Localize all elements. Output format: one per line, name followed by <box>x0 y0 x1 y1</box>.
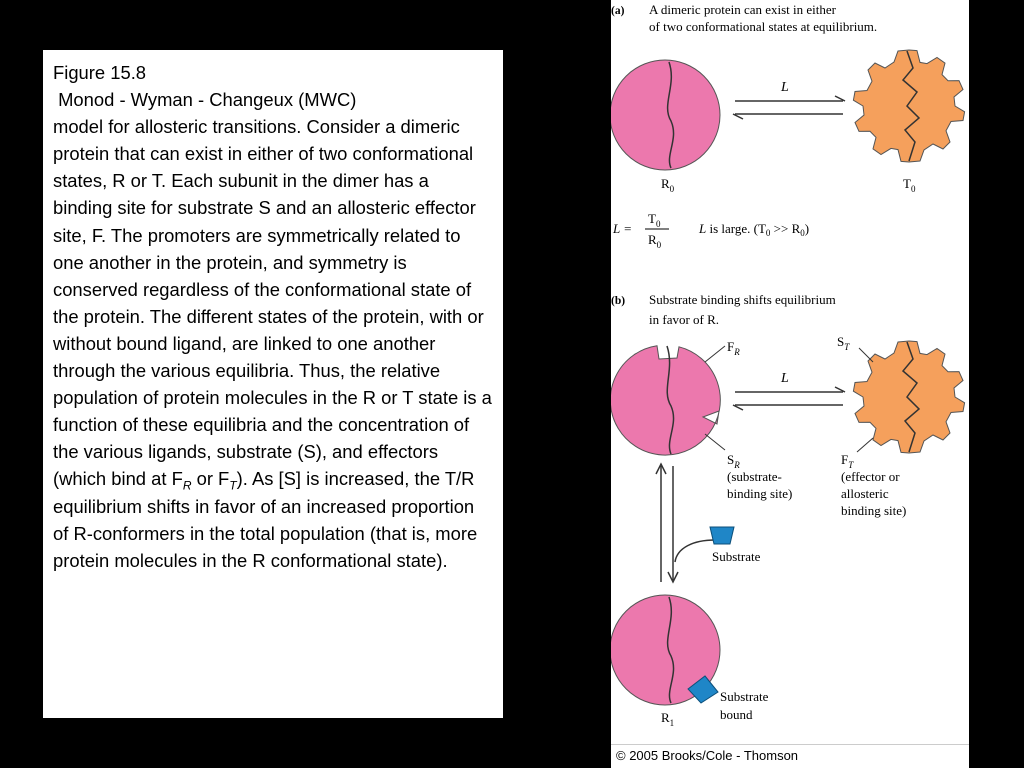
r-state-dimer-with-sites <box>611 346 720 455</box>
ft-label: $F_T$ <box>841 452 854 470</box>
equilibrium-arrows-b <box>733 387 845 410</box>
description-part-1: model for allosteric transitions. Consider a dimeric protein that can exist in either of two conformational states, R or T. Each subunit in the dimer has a binding site for substrate S and an allosteric effector site, F. The promoters are symmetrically related to one another in the protein, and symmetry is conserved regardless of the conformational state of the protein. The different states of the protein, with or without bound ligand, are linked to one another through the various equilibria. Thus, the relative population of protein molecules in the R or T state is a function of these equilibria and the concentration of the various ligands, substrate (S), and effectors (which bind at F <box>53 116 492 490</box>
substrate-binding-arrows <box>656 464 715 582</box>
figure-title: Figure 15.8 <box>53 62 147 83</box>
sr-description-line-2: binding site) <box>727 486 793 501</box>
equation-denominator: $R_0$ <box>648 232 662 250</box>
r0-label: $R_0$ <box>661 176 675 194</box>
t0-label: $T_0$ <box>903 176 916 194</box>
equation-lhs: L = <box>613 221 633 236</box>
fr-label: $F_R$ <box>727 339 740 357</box>
subscript-r: R <box>182 479 192 494</box>
ft-description-line-3: binding site) <box>841 503 907 518</box>
panel-b-letter: (b) <box>611 295 626 307</box>
substrate-bound-label-line-2: bound <box>720 707 753 722</box>
caption-box <box>43 50 503 718</box>
substrate-bound-label-line-1: Substrate <box>720 689 769 704</box>
substrate-label: Substrate <box>712 549 761 564</box>
panel-b-heading-line-1: Substrate binding shifts equilibrium <box>649 292 836 307</box>
mwc-figure-panel <box>611 0 969 768</box>
r0-relaxed-dimer <box>611 60 720 170</box>
st-pointer <box>859 348 873 362</box>
substrate-icon <box>710 527 734 544</box>
ft-pointer <box>857 438 873 452</box>
fr-pointer <box>705 346 725 362</box>
equation-note: L is large. $(T_0 >> R_0)$ <box>699 221 810 238</box>
equilibrium-arrows-a <box>733 96 845 119</box>
panel-a-letter: (a) <box>611 5 625 17</box>
subscript-t: T <box>229 479 237 494</box>
panel-a-heading-line-2: of two conformational states at equilibrium. <box>649 19 878 34</box>
mwc-diagram <box>611 0 969 768</box>
panel-b-heading-line-2: in favor of R. <box>649 312 720 327</box>
ft-description-line-1: (effector or <box>841 469 900 484</box>
sr-pointer <box>705 434 725 450</box>
t0-tense-dimer <box>853 50 964 162</box>
equilibrium-constant-label-a: L <box>781 80 789 95</box>
copyright-credit: © 2005 Brooks/Cole - Thomson <box>611 744 969 768</box>
equilibrium-constant-label-b: L <box>781 371 789 386</box>
sr-label: $S_R$ <box>727 452 740 470</box>
description-or: or F <box>191 468 230 490</box>
figure-subtitle: Monod - Wyman - Changeux (MWC) <box>53 89 357 111</box>
sr-description-line-1: (substrate- <box>727 469 782 484</box>
description-part-2: ). As [S] is increased, the T/R equilibrium shifts in favor of an increased proportion of R-conformers in the total population (that is, more protein molecules in the R conformational state). <box>53 468 478 571</box>
t-state-dimer-with-sites <box>853 341 964 453</box>
panel-a-heading-line-1: A dimeric protein can exist in either <box>649 2 836 17</box>
ft-description-line-2: allosteric <box>841 486 889 501</box>
st-label: $S_T$ <box>837 334 850 352</box>
equation-numerator: $T_0$ <box>648 211 661 229</box>
r1-label: $R_1$ <box>661 710 675 728</box>
figure-description <box>53 113 493 574</box>
